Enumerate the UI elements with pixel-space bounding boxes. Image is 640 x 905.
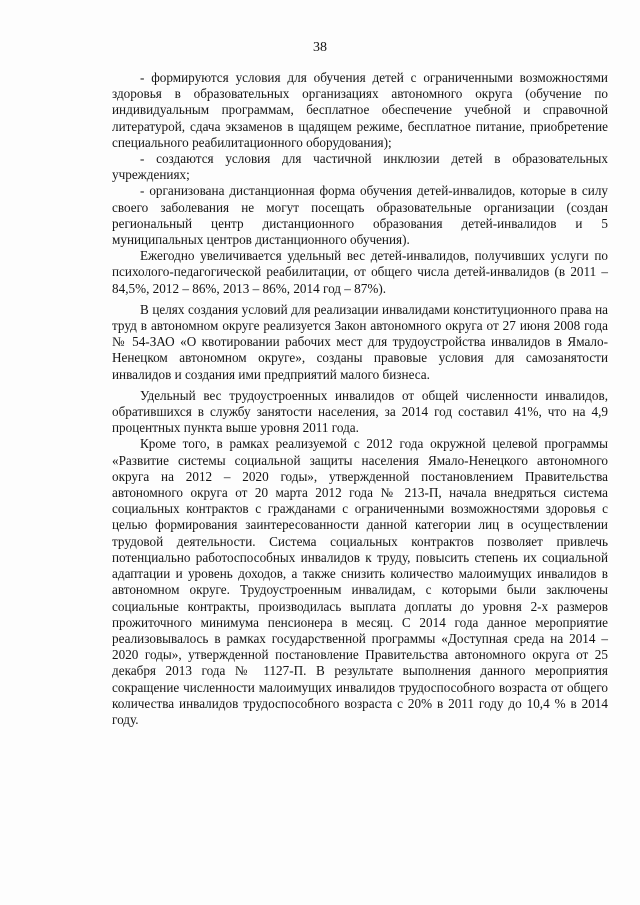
paragraph-right-to-work: В целях создания условий для реализации инвалидами конституционного права на труд в автономном округе реализуется Закон автономного округа от 27 июня 2008 года № 54-ЗАО «О квотировании рабочих мест для трудоустройства инвалидов в Ямало-Ненецком автономном округе», созданы правовые условия для самозанятости инвалидов и создания ими предприятий малого бизнеса. (112, 301, 608, 382)
paragraph-bullet-distance-learning: - организована дистанционная форма обучения детей-инвалидов, которые в силу своего заболевания не могут посещать образовательные организации (создан региональный центр дистанционного образования детей-инвалидов и 5 муниципальных центров дистанционного обучения). (112, 183, 608, 248)
page-number: 38 (313, 40, 327, 55)
paragraph-social-contracts: Кроме того, в рамках реализуемой с 2012 года окружной целевой программы «Развитие системы социальной защиты населения Ямало-Ненецкого автономного округа на 2012 – 2020 годы», утвержденной постановлением Правительства автономного округа от 20 марта 2012 года № 213-П, начала внедряться система социальных контрактов с гражданами с ограниченными возможностями здоровья с целью формирования заинтересованности данной категории лиц в осуществлении трудовой деятельности. Система социальных контрактов позволяет привлечь потенциально работоспособных инвалидов к труду, повысить степень их социальной адаптации и уровень доходов, а также снизить количество малоимущих инвалидов в автономном округе. Трудоустроенным инвалидам, с которыми были заключены социальные контракты, производилась выплата доплаты до уровня 2-х размеров прожиточного минимума пенсионера в месяц. С 2014 года данное мероприятие реализовывалось в рамках государственной программы «Доступная среда на 2014 – 2020 годы», утвержденной постановление Правительства автономного округа от 25 декабря 2013 года № 1127-П. В результате выполнения данного мероприятия сокращение численности малоимущих инвалидов трудоспособного возраста от общего количества инвалидов трудоспособного возраста с 20% в 2011 году до 10,4 % в 2014 году. (112, 436, 608, 727)
paragraph-rehabilitation-share: Ежегодно увеличивается удельный вес детей-инвалидов, получивших услуги по психолого-педагогической реабилитации, от общего числа детей-инвалидов (в 2011 – 84,5%, 2012 – 86%, 2013 – 86%, 2014 год – 87%). (112, 248, 608, 296)
body-text (112, 70, 608, 728)
paragraph-bullet-inclusion: - создаются условия для частичной инклюзии детей в образовательных учреждениях; (112, 151, 608, 183)
paragraph-employment-share: Удельный вес трудоустроенных инвалидов от общей численности инвалидов, обратившихся в службу занятости населения, за 2014 год составил 41%, что на 4,9 процентных пункта выше уровня 2011 года. (112, 387, 608, 436)
paragraph-bullet-conditions: - формируются условия для обучения детей с ограниченными возможностями здоровья в образовательных организациях автономного округа (обучение по индивидуальным программам, бесплатное обеспечение учебной и справочной литературой, сдача экзаменов в щадящем режиме, бесплатное питание, приобретение специального реабилитационного оборудования); (112, 70, 608, 150)
